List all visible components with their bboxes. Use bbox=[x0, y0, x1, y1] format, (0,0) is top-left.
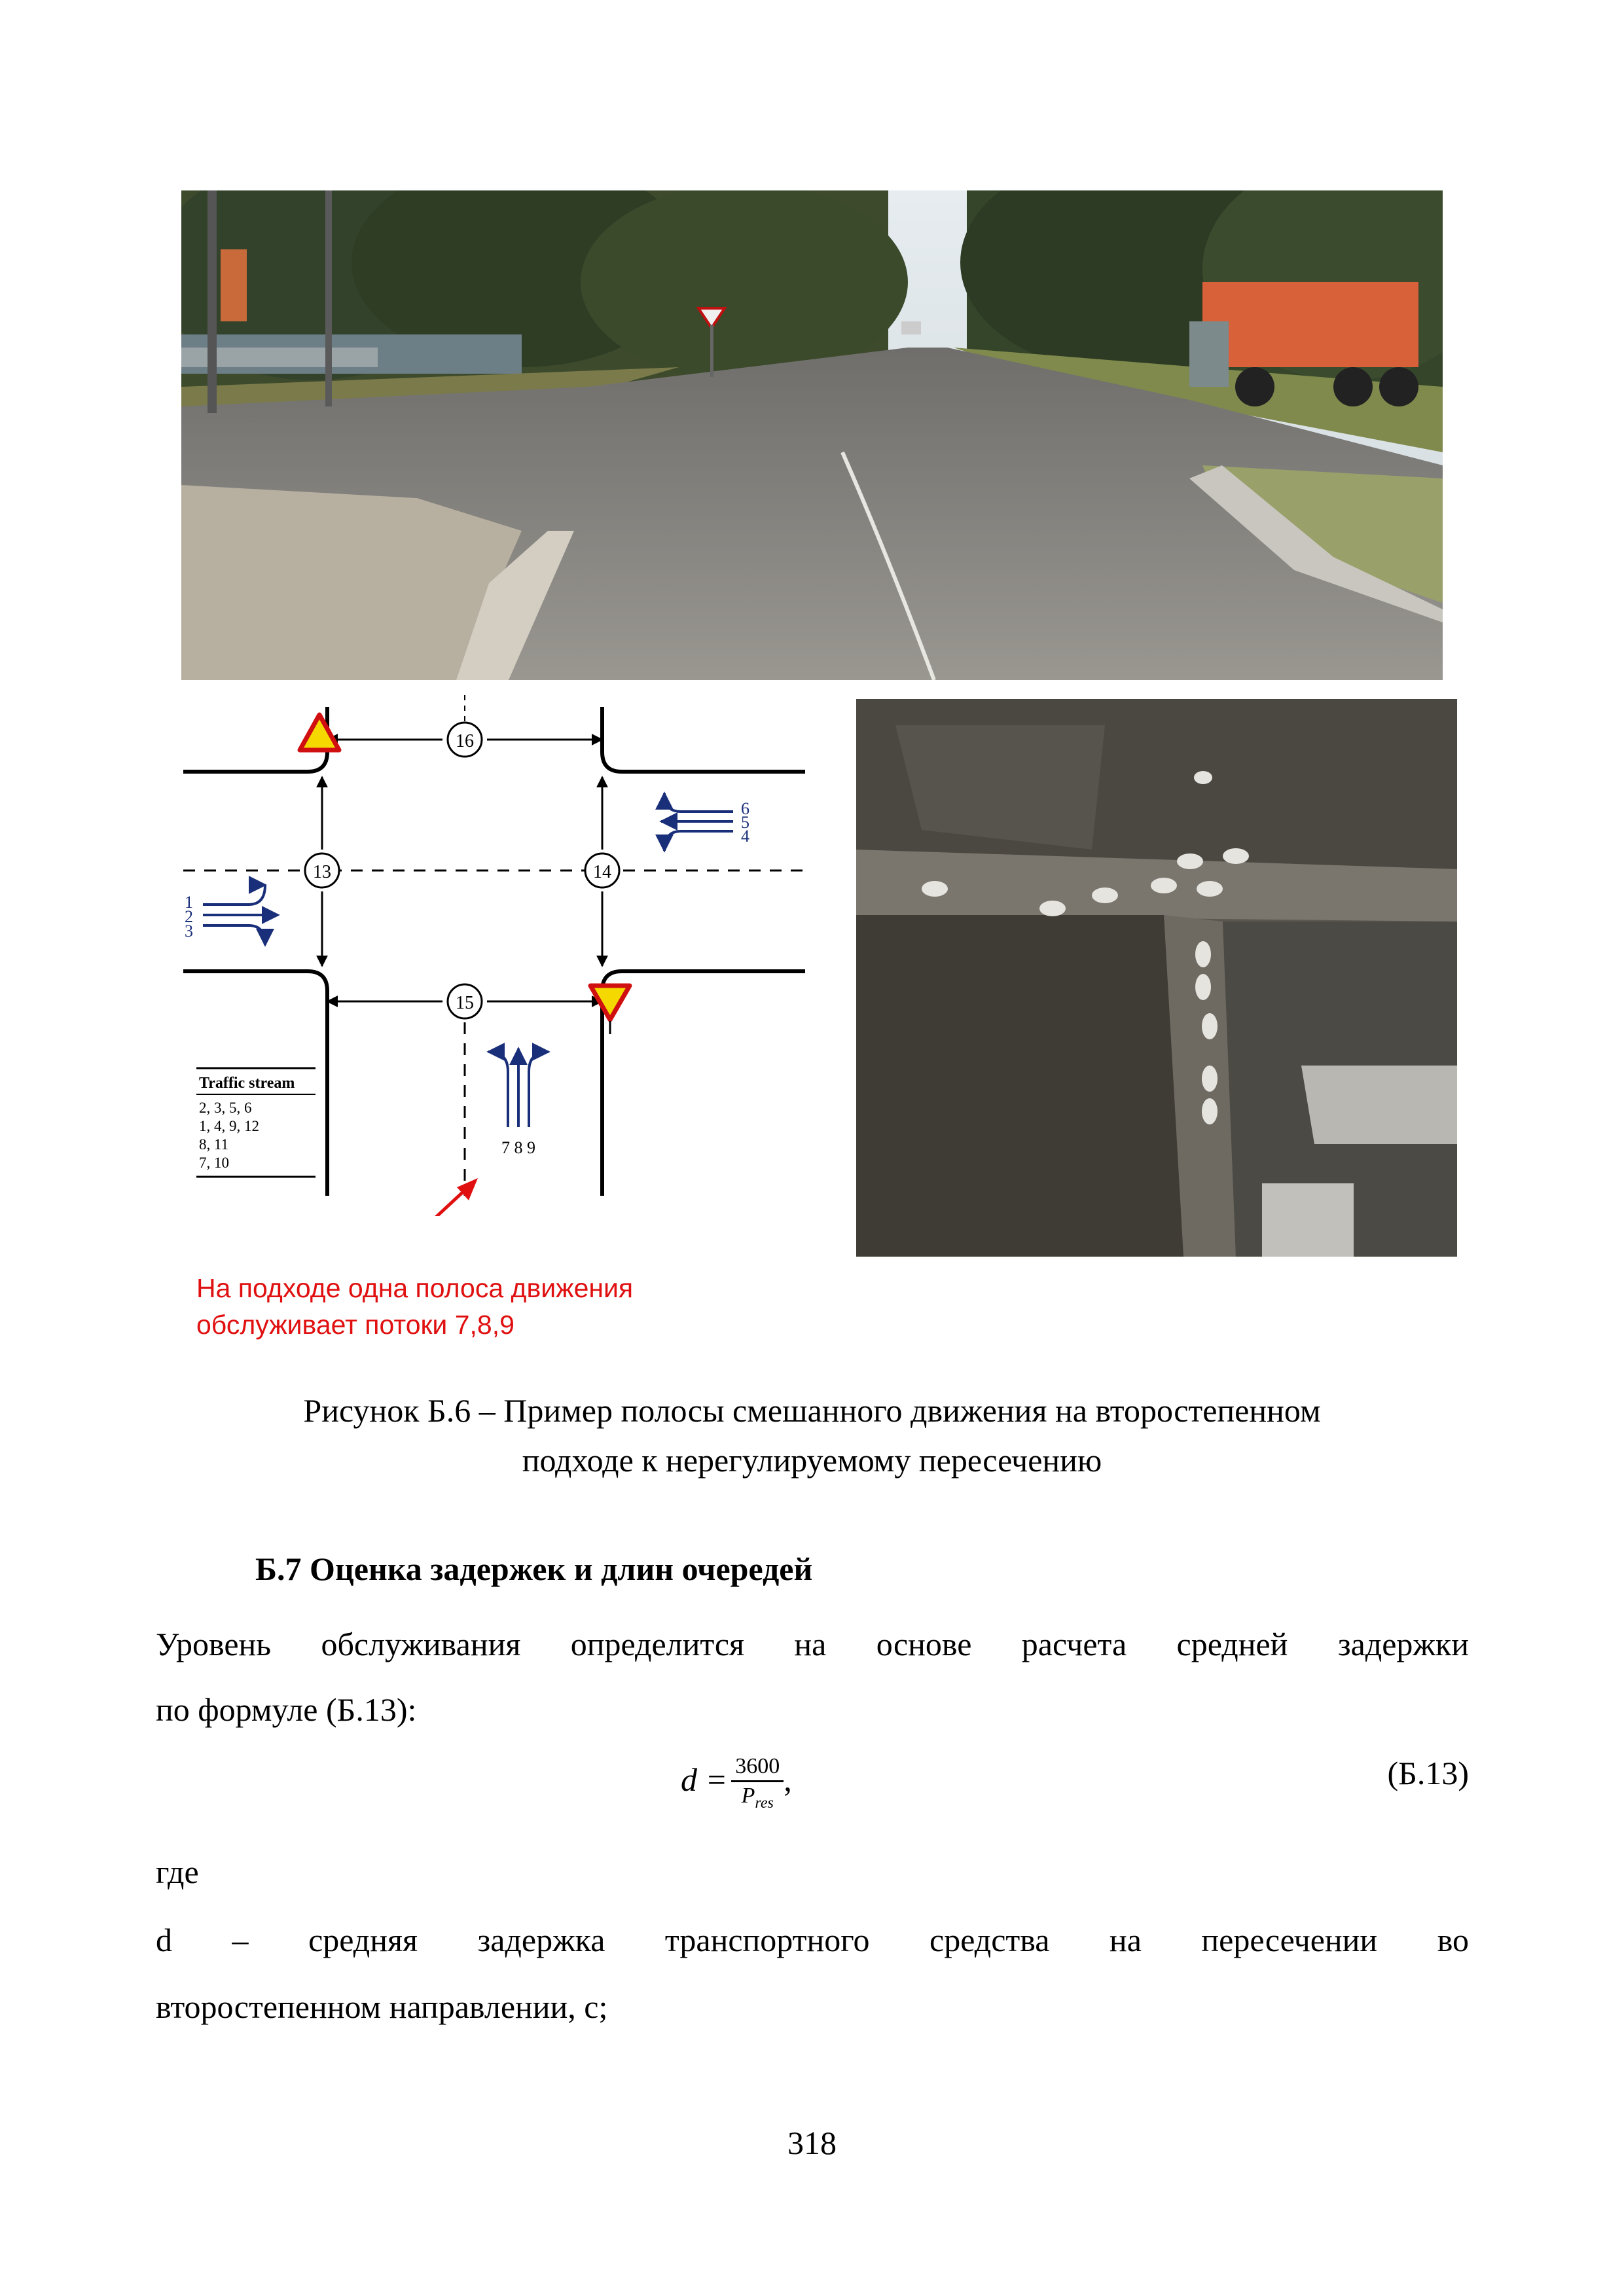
section-heading: Б.7 Оценка задержек и длин очередей bbox=[255, 1551, 813, 1587]
where-word: где bbox=[156, 1854, 199, 1890]
node-15-label: 15 bbox=[456, 993, 474, 1013]
west-stream-arrows bbox=[203, 885, 278, 945]
note-line-2: обслуживает потоки 7,8,9 bbox=[196, 1310, 514, 1340]
node-14-label: 14 bbox=[593, 862, 611, 882]
formula-denominator bbox=[731, 1782, 784, 1812]
south-stream-arrows bbox=[488, 1049, 549, 1127]
table-row: 7, 10 bbox=[199, 1155, 229, 1171]
table-header: Traffic stream bbox=[199, 1075, 295, 1092]
formula-b13 bbox=[681, 1754, 792, 1812]
aerial-photo-illustration bbox=[856, 699, 1457, 1257]
figure-caption-line-2: подходе к нерегулируемому пересечению bbox=[522, 1442, 1102, 1479]
road-edge-ne bbox=[602, 707, 805, 772]
stream-label-2: 2 bbox=[185, 907, 193, 926]
stream-label-6: 6 bbox=[741, 799, 749, 818]
node-13 bbox=[305, 853, 339, 888]
intersection-diagram bbox=[177, 695, 812, 1216]
paragraph-line-1: Уровень обслуживания определится на основе расчета средней задержки bbox=[156, 1626, 1469, 1662]
yield-sign-icon bbox=[300, 715, 339, 750]
stream-label-1: 1 bbox=[185, 893, 193, 912]
east-stream-arrows bbox=[661, 793, 733, 851]
traffic-stream-table bbox=[196, 1068, 316, 1177]
table-row: 8, 11 bbox=[199, 1136, 229, 1153]
node-15 bbox=[448, 984, 482, 1018]
node-16 bbox=[448, 723, 482, 757]
figure-caption-line-1: Рисунок Б.6 – Пример полосы смешанного движения на второстепенном bbox=[303, 1392, 1321, 1429]
node-16-label: 16 bbox=[456, 731, 474, 751]
node-14 bbox=[585, 853, 619, 888]
street-photo bbox=[181, 190, 1443, 680]
formula-fraction bbox=[731, 1754, 784, 1812]
formula-denominator-sub: res bbox=[755, 1794, 774, 1812]
street-photo-illustration bbox=[181, 190, 1443, 680]
table-row: 2, 3, 5, 6 bbox=[199, 1100, 252, 1116]
note-line-1: На подходе одна полоса движения bbox=[196, 1273, 634, 1303]
formula-lhs: d = bbox=[681, 1761, 728, 1798]
page-number: 318 bbox=[787, 2125, 837, 2161]
formula-numerator: 3600 bbox=[731, 1754, 784, 1782]
paragraph-line-2: по формуле (Б.13): bbox=[156, 1691, 417, 1728]
road-edge-se bbox=[602, 971, 805, 1196]
definition-line-1: d – средняя задержка транспортного средства на пересечении во bbox=[156, 1922, 1469, 1958]
stream-label-4: 4 bbox=[741, 827, 749, 846]
road-edges bbox=[183, 707, 805, 1196]
red-pointer-arrow bbox=[357, 1178, 478, 1216]
equation-number: (Б.13) bbox=[1387, 1755, 1469, 1791]
stream-label-789: 7 8 9 bbox=[501, 1138, 535, 1157]
intersection-scheme bbox=[177, 695, 812, 1216]
aerial-photo bbox=[856, 699, 1457, 1257]
stream-label-5: 5 bbox=[741, 813, 749, 832]
formula-denominator-base: P bbox=[741, 1784, 755, 1808]
stream-label-3: 3 bbox=[185, 922, 193, 941]
node-13-label: 13 bbox=[313, 862, 331, 882]
formula-comma: , bbox=[784, 1761, 792, 1798]
yield-sign-icon bbox=[590, 986, 630, 1034]
table-row: 1, 4, 9, 12 bbox=[199, 1118, 259, 1134]
definition-line-2: второстепенном направлении, с; bbox=[156, 1988, 608, 2025]
